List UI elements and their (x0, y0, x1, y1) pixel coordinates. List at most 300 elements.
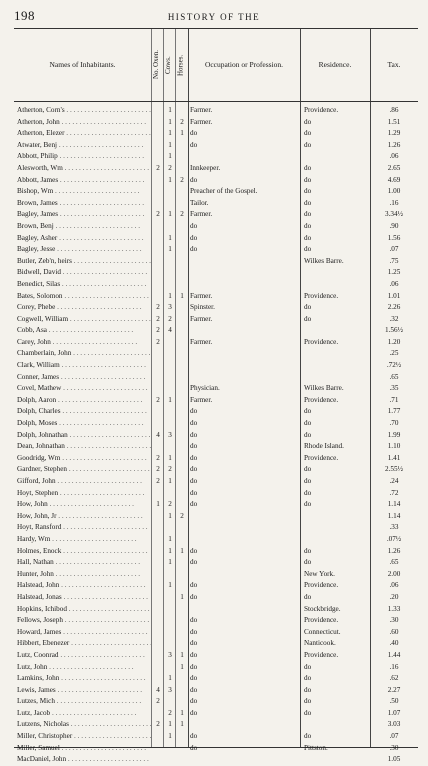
cell-occupation: do (190, 743, 198, 752)
table-row (14, 372, 418, 384)
cell-name: Chamberlain, John . . . (17, 348, 151, 360)
cell-tax: .75 (389, 256, 399, 265)
cell-cows: 2 (168, 163, 172, 172)
cell-residence: do (304, 697, 312, 706)
cell-residence: Stockbridge. (304, 604, 341, 613)
table-row (14, 406, 418, 418)
cell-cows: 1 (168, 546, 172, 555)
table-row (14, 430, 418, 442)
cell-occupation: do (190, 592, 198, 601)
cell-cows: 1 (168, 129, 172, 138)
table-row (14, 441, 418, 453)
cell-oxen: 2 (156, 720, 160, 729)
cell-residence: do (304, 465, 312, 474)
cell-tax: .07½ (386, 534, 402, 543)
table-row (14, 604, 418, 616)
table-row (14, 719, 418, 731)
table-row (14, 557, 418, 569)
cell-tax: .25 (389, 349, 399, 358)
cell-cows: 1 (168, 245, 172, 254)
table-row (14, 186, 418, 198)
cell-name: Clark, William . . . (17, 360, 151, 372)
header-oxen: No. Oxen. (152, 50, 161, 80)
cell-tax: .16 (389, 662, 399, 671)
cell-occupation: do (190, 233, 198, 242)
cell-occupation: do (190, 221, 198, 230)
cell-name: Bagley, Jesse . . . (17, 244, 151, 256)
cell-residence: do (304, 488, 312, 497)
cell-occupation: do (190, 419, 198, 428)
cell-residence: do (304, 546, 312, 555)
table-row (14, 580, 418, 592)
cell-oxen: 2 (156, 395, 160, 404)
cell-tax: 1.41 (387, 453, 401, 462)
cell-name: Bidwell, David . . . (17, 267, 151, 279)
cell-tax: 1.14 (387, 500, 401, 509)
cell-occupation: Spinster. (190, 303, 215, 312)
cell-horses: 1 (180, 129, 184, 138)
cell-cows: 1 (168, 674, 172, 683)
cell-name: Lutzens, Nicholas . . . (17, 719, 151, 731)
cell-cows: 1 (168, 558, 172, 567)
cell-oxen: 2 (156, 477, 160, 485)
table-row (14, 569, 418, 581)
table-row (14, 314, 418, 326)
table-row (14, 395, 418, 407)
cell-tax: 1.25 (387, 268, 401, 277)
cell-tax: 1.14 (387, 511, 401, 520)
cell-tax: .72½ (386, 361, 402, 370)
table-row (14, 163, 418, 175)
cell-horses: 1 (180, 650, 184, 659)
table-row (14, 151, 418, 163)
cell-residence: do (304, 430, 312, 439)
cell-residence: do (304, 558, 312, 567)
cell-occupation: do (190, 442, 198, 451)
cell-occupation: do (190, 129, 198, 138)
cell-oxen: 2 (156, 303, 160, 312)
cell-occupation: do (190, 650, 198, 659)
cell-residence: do (304, 685, 312, 694)
cell-cows: 1 (168, 106, 172, 114)
cell-cows: 2 (168, 708, 172, 717)
cell-tax: 1.10 (387, 442, 401, 451)
cell-occupation: Tailor. (190, 198, 209, 207)
cell-name: Abbott, James . . . (17, 175, 151, 187)
cell-name: Atherton, Corn's . . . (17, 105, 151, 117)
cell-occupation: Preacher of the Gospel. (190, 187, 258, 196)
cell-occupation: Farmer. (190, 337, 213, 346)
cell-occupation: do (190, 662, 198, 671)
cell-name: Abbott, Philip . . . (17, 151, 151, 163)
cell-oxen: 2 (156, 453, 160, 462)
cell-name: Benedict, Silas . . . (17, 279, 151, 291)
table-row (14, 615, 418, 627)
cell-occupation: do (190, 453, 198, 462)
table-row (14, 325, 418, 337)
inhabitants-table (14, 28, 418, 764)
table-row (14, 348, 418, 360)
cell-tax: 1.44 (387, 650, 401, 659)
cell-residence: Pittston. (304, 743, 328, 752)
cell-occupation: Farmer. (190, 314, 213, 323)
table-body (14, 105, 418, 766)
table-row (14, 105, 418, 117)
cell-occupation: do (190, 581, 198, 590)
table-row (14, 534, 418, 546)
table-row (14, 522, 418, 534)
table-row (14, 685, 418, 697)
cell-occupation: do (190, 685, 198, 694)
table-row (14, 383, 418, 395)
cell-residence: do (304, 140, 312, 149)
cell-occupation: do (190, 708, 198, 717)
cell-name: How, John . . . (17, 499, 151, 511)
cell-oxen: 2 (156, 337, 160, 346)
cell-tax: 1.77 (387, 407, 401, 416)
cell-residence: do (304, 221, 312, 230)
cell-occupation: do (190, 546, 198, 555)
cell-residence: do (304, 187, 312, 196)
cell-horses: 2 (180, 511, 184, 520)
cell-tax: .20 (389, 592, 399, 601)
cell-tax: .32 (389, 314, 399, 323)
cell-horses: 1 (180, 291, 184, 300)
cell-horses: 1 (180, 708, 184, 717)
table-row (14, 638, 418, 650)
cell-name: Lewis, James . . . (17, 685, 151, 697)
header-cows: Cows. (164, 56, 173, 74)
cell-name: How, John, Jr . . . (17, 511, 151, 523)
cell-cows: 2 (168, 465, 172, 474)
cell-tax: .60 (389, 627, 399, 636)
cell-cows: 1 (168, 720, 172, 729)
cell-occupation: do (190, 732, 198, 741)
cell-cows: 3 (168, 430, 172, 439)
cell-name: Dolph, Johnathan . . . (17, 430, 151, 442)
cell-residence: Providence. (304, 581, 339, 590)
cell-occupation: do (190, 140, 198, 149)
cell-tax: .06 (389, 581, 399, 590)
table-row (14, 209, 418, 221)
cell-name: Halstead, John . . . (17, 580, 151, 592)
cell-oxen: 4 (156, 685, 160, 694)
cell-residence: do (304, 233, 312, 242)
cell-tax: 1.33 (387, 604, 401, 613)
cell-residence: do (304, 175, 312, 184)
cell-cows: 1 (168, 210, 172, 219)
cell-residence: Rhode Island. (304, 442, 344, 451)
table-row (14, 360, 418, 372)
table-row (14, 117, 418, 129)
cell-residence: do (304, 245, 312, 254)
cell-tax: 2.26 (387, 303, 401, 312)
cell-oxen: 2 (156, 465, 160, 474)
table-row (14, 708, 418, 720)
cell-occupation: do (190, 477, 198, 485)
cell-tax: .71 (389, 395, 399, 404)
cell-name: Alesworth, Wm . . . (17, 163, 151, 175)
cell-horses: 1 (180, 592, 184, 601)
cell-name: Howard, James . . . (17, 627, 151, 639)
cell-name: Brown, James . . . (17, 198, 151, 210)
header-horses: Horses. (176, 54, 185, 76)
cell-tax: .30 (389, 743, 399, 752)
table-row (14, 302, 418, 314)
table-row (14, 650, 418, 662)
cell-oxen: 2 (156, 697, 160, 706)
table-row (14, 731, 418, 743)
cell-oxen: 2 (156, 210, 160, 219)
cell-residence: do (304, 163, 312, 172)
header-tax: Tax. (387, 59, 401, 69)
cell-tax: 1.99 (387, 430, 401, 439)
cell-occupation: do (190, 465, 198, 474)
cell-occupation: do (190, 616, 198, 625)
cell-name: Atwater, Benj . . . (17, 140, 151, 152)
cell-name: Bishop, Wm . . . (17, 186, 151, 198)
cell-name: Hoyt, Stephen . . . (17, 488, 151, 500)
table-row (14, 267, 418, 279)
cell-cows: 1 (168, 117, 172, 126)
cell-occupation: do (190, 558, 198, 567)
cell-name: Cogwell, William . . . (17, 314, 151, 326)
cell-residence: do (304, 662, 312, 671)
cell-residence: Nanticook. (304, 639, 336, 648)
cell-tax: 4.69 (387, 175, 401, 184)
cell-oxen: 2 (156, 314, 160, 323)
cell-tax: .33 (389, 523, 399, 532)
cell-residence: do (304, 407, 312, 416)
table-row (14, 128, 418, 140)
table-row (14, 592, 418, 604)
cell-cows: 1 (168, 291, 172, 300)
table-row (14, 662, 418, 674)
table-row (14, 546, 418, 558)
cell-occupation: do (190, 245, 198, 254)
cell-name: Goodridg, Wm . . . (17, 453, 151, 465)
cell-cows: 1 (168, 477, 172, 485)
header-occupation: Occupation or Profession. (204, 59, 284, 69)
cell-residence: do (304, 314, 312, 323)
table-row (14, 418, 418, 430)
header-residence: Residence. (318, 59, 352, 69)
cell-residence: do (304, 732, 312, 741)
cell-occupation: do (190, 430, 198, 439)
table-row (14, 464, 418, 476)
cell-name: Atherton, John . . . (17, 117, 151, 129)
table-row (14, 673, 418, 685)
cell-name: Lutzes, Mich . . . (17, 696, 151, 708)
cell-tax: 1.29 (387, 129, 401, 138)
table-row (14, 754, 418, 766)
cell-name: Hall, Nathan . . . (17, 557, 151, 569)
cell-name: Dolph, Charles . . . (17, 406, 151, 418)
cell-horses: 1 (180, 662, 184, 671)
cell-occupation: do (190, 500, 198, 509)
cell-cows: 3 (168, 685, 172, 694)
cell-name: Lamkins, John . . . (17, 673, 151, 685)
cell-oxen: 2 (156, 326, 160, 335)
table-row (14, 256, 418, 268)
cell-occupation: Farmer. (190, 291, 213, 300)
cell-occupation: do (190, 697, 198, 706)
cell-tax: 2.55½ (385, 465, 403, 474)
cell-name: Lutz, Jacob . . . (17, 708, 151, 720)
cell-occupation: Farmer. (190, 106, 213, 114)
cell-name: Dolph, Moses . . . (17, 418, 151, 430)
cell-tax: 2.27 (387, 685, 401, 694)
table-row (14, 198, 418, 210)
cell-residence: Providence. (304, 616, 339, 625)
cell-residence: do (304, 500, 312, 509)
cell-cows: 4 (168, 326, 172, 335)
cell-tax: .90 (389, 221, 399, 230)
cell-tax: .65 (389, 558, 399, 567)
cell-residence: Wilkes Barre. (304, 384, 344, 393)
cell-residence: Providence. (304, 453, 339, 462)
cell-name: Carey, John . . . (17, 337, 151, 349)
cell-name: MacDaniel, John . . . (17, 754, 151, 766)
cell-tax: .35 (389, 384, 399, 393)
cell-name: Brown, Benj . . . (17, 221, 151, 233)
cell-occupation: do (190, 639, 198, 648)
cell-name: Gifford, John . . . (17, 476, 151, 488)
cell-residence: Providence. (304, 337, 339, 346)
table-row (14, 233, 418, 245)
cell-name: Hunter, John . . . (17, 569, 151, 581)
cell-tax: 2.65 (387, 163, 401, 172)
table-row (14, 244, 418, 256)
cell-tax: .07 (389, 245, 399, 254)
table-row (14, 291, 418, 303)
cell-tax: .40 (389, 639, 399, 648)
cell-tax: .65 (389, 372, 399, 381)
cell-name: Bagley, James . . . (17, 209, 151, 221)
cell-tax: .06 (389, 279, 399, 288)
cell-occupation: Innkeeper. (190, 163, 221, 172)
cell-occupation: do (190, 407, 198, 416)
cell-tax: .70 (389, 419, 399, 428)
running-head: HISTORY OF THE (167, 12, 261, 22)
table-row (14, 140, 418, 152)
cell-occupation: do (190, 674, 198, 683)
cell-residence: Providence. (304, 395, 339, 404)
cell-cows: 1 (168, 581, 172, 590)
cell-tax: 1.20 (387, 337, 401, 346)
cell-residence: Providence. (304, 650, 339, 659)
cell-tax: 3.03 (387, 720, 401, 729)
table-row (14, 511, 418, 523)
cell-name: Gardner, Stephen . . . (17, 464, 151, 476)
cell-residence: do (304, 674, 312, 683)
cell-cows: 1 (168, 140, 172, 149)
cell-name: Covel, Mathew . . . (17, 383, 151, 395)
table-row (14, 627, 418, 639)
cell-residence: do (304, 303, 312, 312)
cell-name: Bagley, Asher . . . (17, 233, 151, 245)
cell-tax: 2.00 (387, 569, 401, 578)
table-row (14, 499, 418, 511)
cell-horses: 1 (180, 546, 184, 555)
cell-tax: .07 (389, 732, 399, 741)
table-row (14, 488, 418, 500)
cell-occupation: do (190, 627, 198, 636)
cell-tax: 1.56½ (385, 326, 403, 335)
header-name: Names of Inhabitants. (49, 59, 116, 69)
cell-horses: 2 (180, 117, 184, 126)
cell-name: Conner, James . . . (17, 372, 151, 384)
table-row (14, 453, 418, 465)
cell-name: Hopkins, Ichibod . . . (17, 604, 151, 616)
cell-name: Halstead, Jonas . . . (17, 592, 151, 604)
cell-name: Butler, Zeb'n, heirs . . . (17, 256, 151, 268)
cell-cows: 1 (168, 453, 172, 462)
cell-cows: 1 (168, 511, 172, 520)
cell-tax: .06 (389, 152, 399, 161)
cell-horses: 1 (180, 720, 184, 729)
cell-cows: 1 (168, 233, 172, 242)
cell-oxen: 2 (156, 163, 160, 172)
cell-name: Corey, Phebe . . . (17, 302, 151, 314)
cell-residence: do (304, 129, 312, 138)
cell-tax: 1.51 (387, 117, 401, 126)
cell-tax: 1.01 (387, 291, 401, 300)
cell-oxen: 4 (156, 430, 160, 439)
page-number: 198 (14, 8, 35, 23)
table-row (14, 476, 418, 488)
cell-cows: 2 (168, 500, 172, 509)
cell-residence: do (304, 117, 312, 126)
cell-residence: do (304, 477, 312, 485)
cell-name: Dolph, Aaron . . . (17, 395, 151, 407)
cell-occupation: do (190, 175, 198, 184)
cell-cows: 1 (168, 175, 172, 184)
table-row (14, 337, 418, 349)
cell-cows: 3 (168, 303, 172, 312)
cell-tax: 3.34½ (385, 210, 403, 219)
cell-tax: .72 (389, 488, 399, 497)
cell-tax: 1.07 (387, 708, 401, 717)
cell-name: Lutz, John . . . (17, 662, 151, 674)
cell-occupation: do (190, 488, 198, 497)
cell-cows: 1 (168, 395, 172, 404)
cell-tax: .24 (389, 477, 399, 485)
cell-tax: .30 (389, 616, 399, 625)
cell-cows: 1 (168, 534, 172, 543)
table-row (14, 279, 418, 291)
table-row (14, 743, 418, 755)
cell-tax: 1.26 (387, 140, 401, 149)
cell-residence: Providence. (304, 291, 339, 300)
cell-tax: .50 (389, 697, 399, 706)
cell-tax: .16 (389, 198, 399, 207)
cell-residence: New York. (304, 569, 335, 578)
cell-tax: 1.56 (387, 233, 401, 242)
cell-residence: do (304, 708, 312, 717)
cell-occupation: Farmer. (190, 395, 213, 404)
cell-name: Lutz, Coonrad . . . (17, 650, 151, 662)
cell-tax: 1.00 (387, 187, 401, 196)
cell-residence: Providence. (304, 106, 339, 114)
cell-cows: 1 (168, 732, 172, 741)
table-row (14, 221, 418, 233)
cell-cows: 3 (168, 650, 172, 659)
cell-name: Atherton, Elezer . . . (17, 128, 151, 140)
cell-name: Hoyt, Ransford . . . (17, 522, 151, 534)
cell-horses: 2 (180, 210, 184, 219)
cell-name: Cobb, Asa . . . (17, 325, 151, 337)
